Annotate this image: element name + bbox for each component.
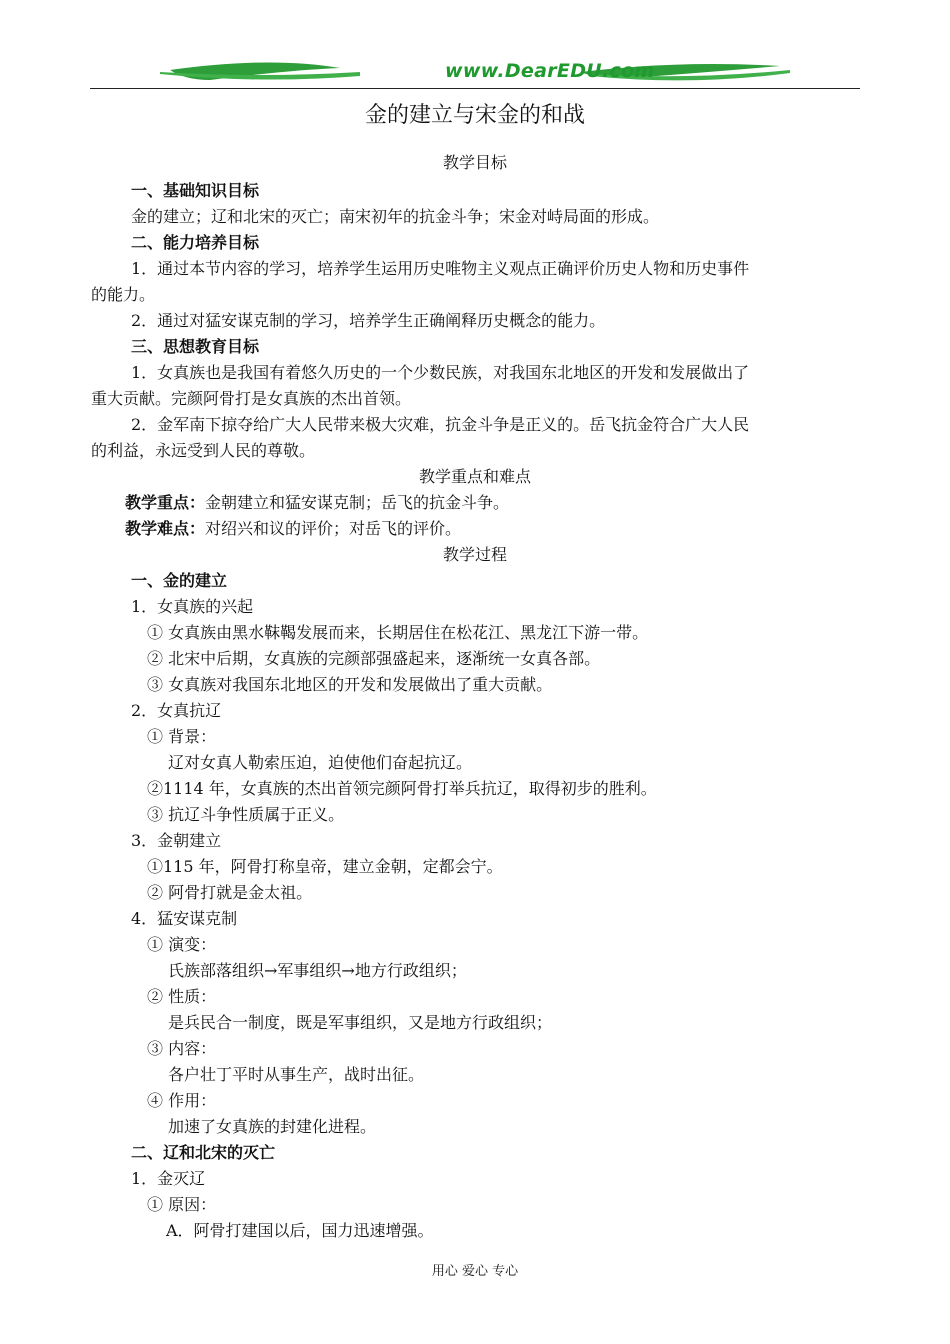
key-point-text: 金朝建立和猛安谋克制；岳飞的抗金斗争。 [205, 493, 510, 512]
part1-item1-c: ③ 女真族对我国东北地区的开发和发展做出了重大贡献。 [147, 675, 553, 694]
part1-item1: 1．女真族的兴起 [131, 597, 254, 616]
goal3-heading: 三、思想教育目标 [131, 337, 260, 356]
part1-item3-b: ② 阿骨打就是金太祖。 [147, 883, 313, 902]
part1-item4-a-text: 氏族部落组织→军事组织→地方行政组织； [168, 961, 467, 980]
part2-item1: 1．金灭辽 [131, 1169, 206, 1188]
section-heading-keys: 教学重点和难点 [418, 467, 531, 486]
part1-item2: 2．女真抗辽 [131, 701, 222, 720]
part1-item4-b-text: 是兵民合一制度，既是军事组织，又是地方行政组织； [168, 1013, 553, 1032]
section-heading-process: 教学过程 [442, 545, 507, 564]
part1-item2-a-text: 辽对女真人勒索压迫，迫使他们奋起抗辽。 [168, 753, 473, 772]
goal2-heading: 二、能力培养目标 [131, 233, 260, 252]
part1-item1-b: ② 北宋中后期，女真族的完颜部强盛起来，逐渐统一女真各部。 [147, 649, 601, 668]
goal3-paragraph2-line1: 2．金军南下掠夺给广大人民带来极大灾难，抗金斗争是正义的。岳飞抗金符合广大人民 [131, 415, 750, 434]
part2-item1-a-A: A．阿骨打建国以后，国力迅速增强。 [166, 1221, 434, 1240]
site-logo-text[interactable]: www.DearEDU.com [445, 60, 655, 82]
part1-item2-a: ① 背景： [147, 727, 217, 746]
part1-item4-b: ② 性质： [147, 987, 217, 1006]
part1-item4-a: ① 演变： [147, 935, 217, 954]
goal2-paragraph1-line2: 的能力。 [91, 285, 156, 304]
key-point-line [125, 492, 509, 514]
part2-item1-a: ① 原因： [147, 1195, 217, 1214]
goal3-paragraph2-line2: 的利益，永远受到人民的尊敬。 [91, 441, 316, 460]
part1-item3-a: ①115 年，阿骨打称皇帝，建立金朝，定都会宁。 [147, 857, 503, 876]
goal1-text: 金的建立；辽和北宋的灭亡；南宋初年的抗金斗争；宋金对峙局面的形成。 [131, 207, 660, 226]
difficulty-label: 教学难点： [125, 519, 206, 538]
header-rule [90, 88, 860, 89]
goal3-paragraph1-line2: 重大贡献。完颜阿骨打是女真族的杰出首领。 [91, 389, 412, 408]
key-point-label: 教学重点： [125, 493, 206, 512]
document-title: 金的建立与宋金的和战 [364, 103, 585, 128]
goal2-paragraph2: 2．通过对猛安谋克制的学习，培养学生正确阐释历史概念的能力。 [131, 311, 606, 330]
part1-item2-c: ③ 抗辽斗争性质属于正义。 [147, 805, 345, 824]
page-footer: 用心 爱心 专心 [431, 1264, 519, 1279]
part2-heading: 二、辽和北宋的灭亡 [131, 1143, 276, 1162]
goal2-paragraph1-line1: 1．通过本节内容的学习，培养学生运用历史唯物主义观点正确评价历史人物和历史事件 [131, 259, 750, 278]
difficulty-text: 对绍兴和议的评价；对岳飞的评价。 [205, 519, 462, 538]
part1-item4-c: ③ 内容： [147, 1039, 217, 1058]
part1-item1-a: ① 女真族由黑水靺鞨发展而来，长期居住在松花江、黑龙江下游一带。 [147, 623, 649, 642]
section-heading-goals: 教学目标 [442, 153, 507, 172]
part1-item4-c-text: 各户壮丁平时从事生产，战时出征。 [168, 1065, 425, 1084]
part1-item4-d: ④ 作用： [147, 1091, 217, 1110]
goal1-heading: 一、基础知识目标 [131, 181, 260, 200]
site-banner [90, 58, 860, 92]
part1-item3: 3．金朝建立 [131, 831, 222, 850]
goal3-paragraph1-line1: 1．女真族也是我国有着悠久历史的一个少数民族，对我国东北地区的开发和发展做出了 [131, 363, 750, 382]
part1-heading: 一、金的建立 [131, 571, 228, 590]
difficulty-line [125, 518, 461, 540]
part1-item2-b: ②1114 年，女真族的杰出首领完颜阿骨打举兵抗辽，取得初步的胜利。 [147, 779, 657, 798]
part1-item4: 4．猛安谋克制 [131, 909, 238, 928]
part1-item4-d-text: 加速了女真族的封建化进程。 [168, 1117, 377, 1136]
